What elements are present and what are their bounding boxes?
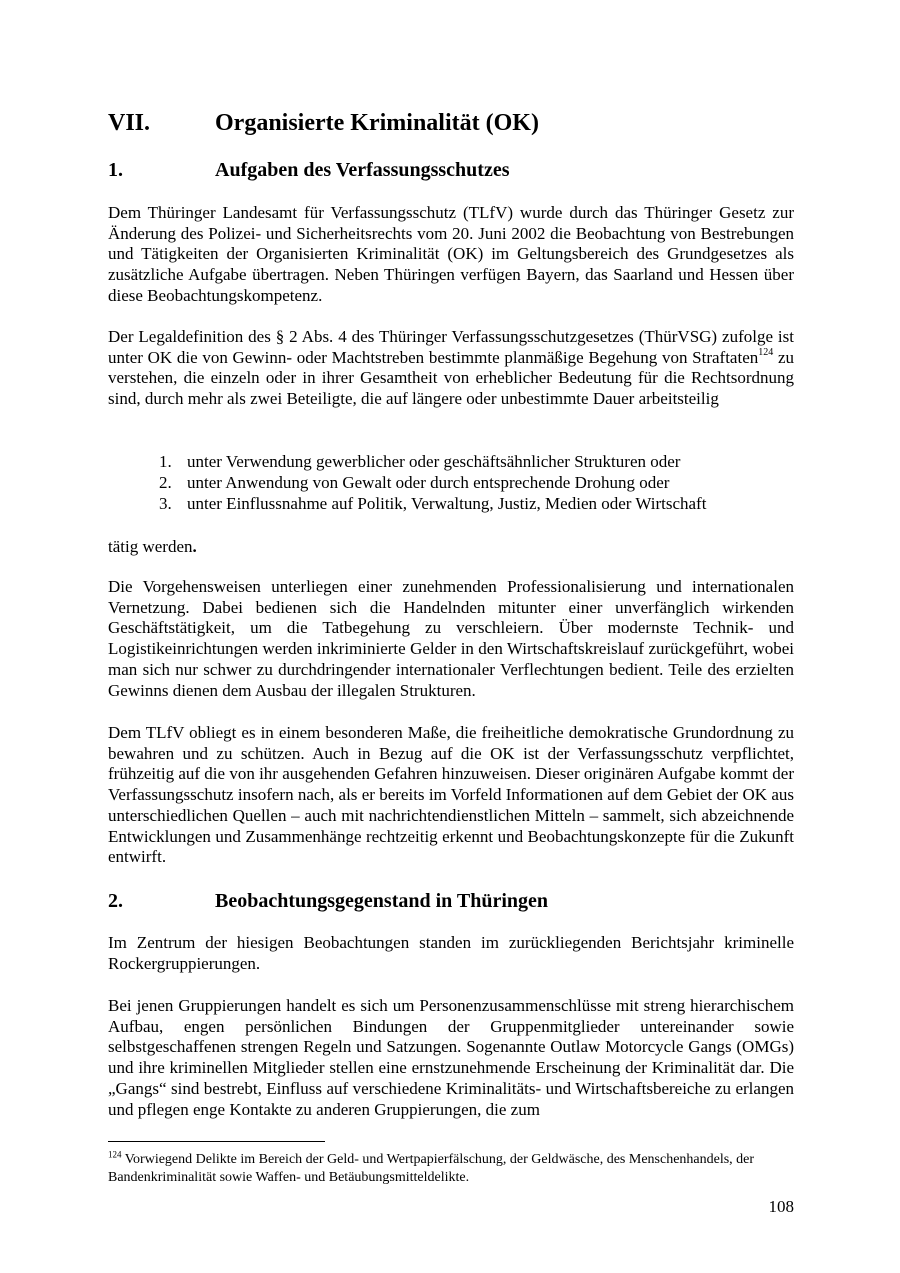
list-item-text: unter Einflussnahme auf Politik, Verwaltung, Justiz, Medien oder Wirtschaft (187, 494, 707, 513)
section-1-paragraph-5: Dem TLfV obliegt es in einem besonderen Maße, die freiheitliche demokratische Grundordnung zu bewahren und zu schützen. Auch in Bezug auf die OK ist der Verfassungsschutz verpflichtet, frühzeitig auf die von ihr ausgehenden Gefahren hinzuweisen. Dieser originären Aufgabe kommt der Verfassungsschutz insofern nach, als er bereits im Vorfeld Informationen auf dem Gebiet der OK aus unterschiedlichen Quellen – auch mit nachrichtendienstlichen Mitteln – sammelt, sich abzeichnende Entwicklungen und Zusammenhänge rechtzeitig erkennt und Beobachtungskonzepte für die Zukunft entwirft. (108, 723, 794, 867)
section-2-paragraph-2: Bei jenen Gruppierungen handelt es sich um Personenzusammenschlüsse mit streng hierarchischem Aufbau, engen persönlichen Bindungen der Gruppenmitglieder untereinander sowie selbstgeschaffenen strengen Regeln und Satzungen. Sogenannte Outlaw Motorcycle Gangs (OMGs) und ihre kriminellen Mitglieder stellen eine ernstzunehmende Erscheinung der Kriminalität dar. Die „Gangs“ sind bestrebt, Einfluss auf verschiedene Kriminalitäts- und Wirtschaftsbereiche zu erlangen und pflegen enge Kontakte zu anderen Gruppierungen, die zum (108, 996, 794, 1119)
list-item-text: unter Anwendung von Gewalt oder durch entsprechende Drohung oder (187, 473, 670, 492)
section-2-number: 2. (108, 890, 123, 912)
footnote-divider (108, 1141, 325, 1142)
page-number: 108 (768, 1197, 794, 1216)
list-item (150, 493, 790, 514)
section-2-paragraph-1: Im Zentrum der hiesigen Beobachtungen standen im zurückliegenden Berichtsjahr kriminelle Rockergruppierungen. (108, 933, 794, 973)
section-2-heading (108, 889, 798, 914)
footnote-reference: 124 (758, 347, 774, 359)
list-item-text: unter Verwendung gewerblicher oder geschäftsähnlicher Strukturen oder (187, 452, 681, 471)
section-1-paragraph-1: Dem Thüringer Landesamt für Verfassungsschutz (TLfV) wurde durch das Thüringer Gesetz zur Änderung des Polizei- und Sicherheitsrechts vom 20. Juni 2002 die Beobachtung von Bestrebungen und Tätigkeiten der Organisierten Kriminalität (OK) im Geltungsbereich des Grundgesetzes als zusätzliche Aufgabe übertragen. Neben Thüringen verfügen Bayern, das Saarland und Hessen über diese Beobachtungskompetenz. (108, 203, 794, 305)
list-item (150, 472, 790, 493)
list-item-number: 2. (159, 473, 172, 492)
paragraph-3-period: . (192, 537, 197, 556)
list-item-number: 3. (159, 494, 172, 513)
section-1-paragraph-4: Die Vorgehensweisen unterliegen einer zunehmenden Professionalisierung und internationalen Vernetzung. Dabei bedienen sich die Handelnden mitunter einer unverfänglich wirkenden Geschäftstätigkeit, um die Tatbegehung zu verschleiern. Über modernste Technik- und Logistikeinrichtungen werden inkriminierte Gelder in den Wirtschaftskreislauf zurückgeführt, wobei man sich nur schwer zu durchdringender internationaler Verflechtungen bedient. Teile des erzielten Gewinns dienen dem Ausbau der illegalen Strukturen. (108, 577, 794, 700)
list-item-number: 1. (159, 452, 172, 471)
chapter-heading (108, 108, 798, 138)
paragraph-2-text-end: zu verstehen, die einzeln oder in ihrer Gesamtheit von erheblicher Bedeutung für die Rechtsordnung sind, durch mehr als zwei Beteiligte, die auf längere oder unbestimmte Dauer arbeitsteilig (108, 347, 795, 409)
section-1-paragraph-2 (108, 327, 794, 410)
ok-criteria-list (150, 451, 790, 514)
chapter-number: VII. (108, 110, 151, 136)
section-1-title: Aufgaben des Verfassungsschutzes (215, 159, 510, 181)
chapter-title: Organisierte Kriminalität (OK) (215, 110, 539, 136)
section-2-title: Beobachtungsgegenstand in Thüringen (215, 890, 549, 912)
paragraph-3-text: tätig werden (108, 537, 193, 556)
footnote (108, 1151, 794, 1187)
footnote-number: 124 (108, 1149, 122, 1160)
section-1-paragraph-3 (108, 537, 794, 558)
list-item (150, 451, 790, 472)
section-1-number: 1. (108, 159, 123, 181)
paragraph-2-text-start: Der Legaldefinition des § 2 Abs. 4 des Thüringer Verfassungsschutzgesetzes (ThürVSG) zufolge ist unter OK die von Gewinn- oder Machtstreben bestimmte planmäßige Begehung von Straftaten (108, 327, 794, 367)
footnote-text: Vorwiegend Delikte im Bereich der Geld- und Wertpapierfälschung, der Geldwäsche, des Menschenhandels, der Bandenkriminalität sowie Waffen- und Betäubungsmitteldelikte. (108, 1152, 755, 1185)
section-1-heading (108, 158, 798, 183)
